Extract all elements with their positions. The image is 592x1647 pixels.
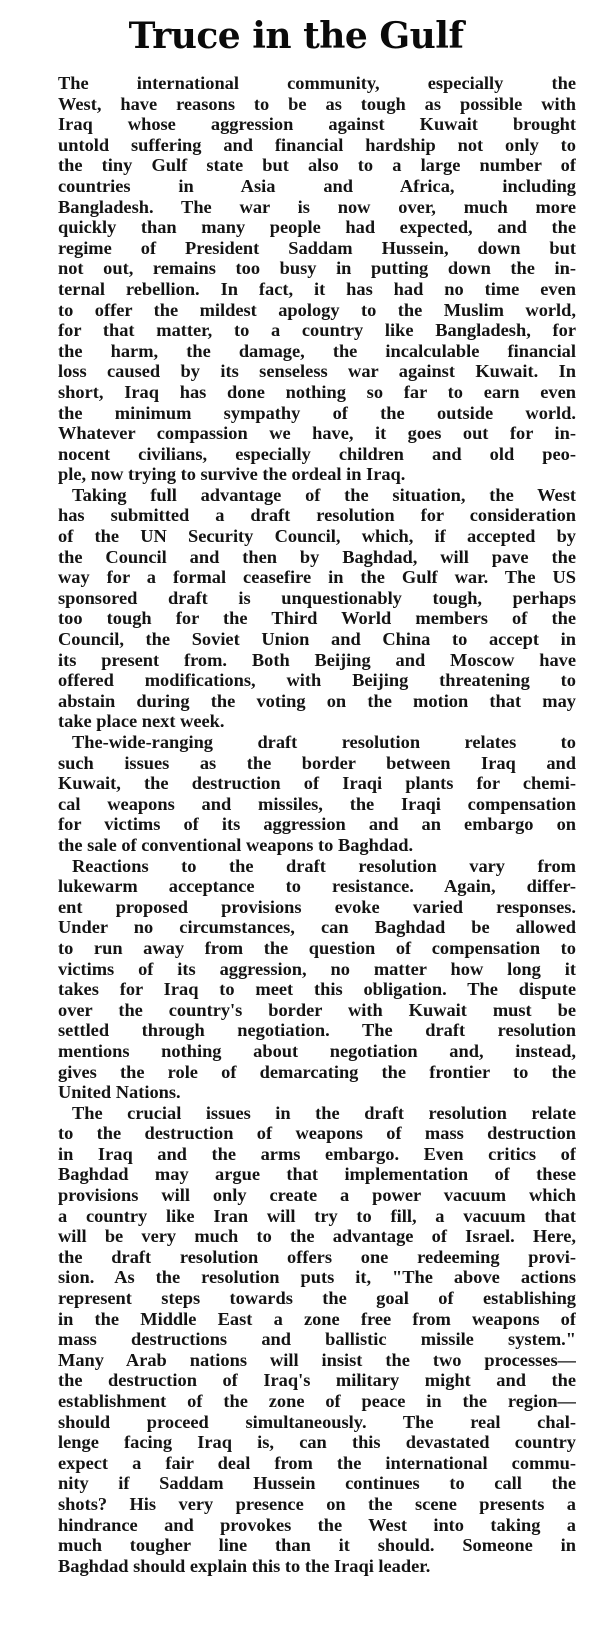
article-line: quickly than many people had expected, and the <box>58 217 576 238</box>
article-line: lenge facing Iraq is, can this devastated country <box>58 1432 576 1453</box>
article-line: the minimum sympathy of the outside world. <box>58 402 576 423</box>
article-line: cal weapons and missiles, the Iraqi compensation <box>58 793 576 814</box>
article-line: Many Arab nations will insist the two processes— <box>58 1349 576 1370</box>
article-line: its present from. Both Beijing and Moscow have <box>58 649 576 670</box>
article-line: ent proposed provisions evoke varied responses. <box>58 896 576 917</box>
article-line: the harm, the damage, the incalculable financial <box>58 340 576 361</box>
article-line: of the UN Security Council, which, if accepted by <box>58 526 576 547</box>
article-line: sponsored draft is unquestionably tough, perhaps <box>58 587 576 608</box>
article-line: to the destruction of weapons of mass destruction <box>58 1123 576 1144</box>
article-line: represent steps towards the goal of establishing <box>58 1288 576 1309</box>
article-line: expect a fair deal from the international commu- <box>58 1452 576 1473</box>
article-line: The international community, especially the <box>58 73 576 93</box>
article-line: to run away from the question of compensation to <box>58 937 576 958</box>
article-line: Bangladesh. The war is now over, much more <box>58 196 576 217</box>
article-paragraph <box>58 1103 576 1577</box>
headline: Truce in the Gulf <box>128 15 464 57</box>
article-line: provisions will only create a power vacuum which <box>58 1185 576 1206</box>
article-line: loss caused by its senseless war against Kuwait. In <box>58 361 576 382</box>
article-line: not out, remains too busy in putting down the in- <box>58 258 576 279</box>
article-line: the draft resolution offers one redeeming provi- <box>58 1246 576 1267</box>
article-line: Whatever compassion we have, it goes out for in- <box>58 423 576 444</box>
article-line: a country like Iran will try to fill, a vacuum that <box>58 1205 576 1226</box>
article-line: take place next week. <box>58 711 225 732</box>
article-line: Reactions to the draft resolution vary from <box>72 855 576 876</box>
article-line: abstain during the voting on the motion that may <box>58 690 576 711</box>
article-line: over the country's border with Kuwait must be <box>58 999 576 1020</box>
article-line: nocent civilians, especially children and old peo- <box>58 443 576 464</box>
article-line: gives the role of demarcating the frontier to the <box>58 1061 576 1082</box>
article-line: such issues as the border between Iraq and <box>58 752 576 773</box>
article-line: ple, now trying to survive the ordeal in Iraq. <box>58 464 406 485</box>
article-line: should proceed simultaneously. The real chal- <box>58 1411 576 1432</box>
article-line: settled through negotiation. The draft resolution <box>58 1020 576 1041</box>
article-line: in the Middle East a zone free from weapons of <box>58 1308 576 1329</box>
article-line: offered modifications, with Beijing threatening to <box>58 670 576 691</box>
article-line: will be very much to the advantage of Israel. Here, <box>58 1226 576 1247</box>
article-paragraph <box>58 732 576 856</box>
article-line: regime of President Saddam Hussein, down but <box>58 237 576 258</box>
article-line: in Iraq and the arms embargo. Even critics of <box>58 1143 576 1164</box>
article-line: for victims of its aggression and an embargo on <box>58 814 576 835</box>
article-line: for that matter, to a country like Bangladesh, for <box>58 320 576 341</box>
article-line: the destruction of Iraq's military might and the <box>58 1370 576 1391</box>
article-line: shots? His very presence on the scene presents a <box>58 1493 576 1514</box>
article-line: victims of its aggression, no matter how long it <box>58 958 576 979</box>
article-line: way for a formal ceasefire in the Gulf war. The US <box>58 567 576 588</box>
article-line: lukewarm acceptance to resistance. Again, differ- <box>58 876 576 897</box>
article-line: Taking full advantage of the situation, the West <box>72 484 576 505</box>
article-line: ternal rebellion. In fact, it has had no time even <box>58 278 576 299</box>
article-paragraph <box>58 485 576 732</box>
article-paragraph <box>58 73 576 485</box>
article-line: United Nations. <box>58 1082 181 1103</box>
article-line: takes for Iraq to meet this obligation. The dispute <box>58 979 576 1000</box>
article-line: establishment of the zone of peace in the region— <box>58 1391 576 1411</box>
article-line: untold suffering and financial hardship not only to <box>58 134 576 155</box>
article-line: mentions nothing about negotiation and, instead, <box>58 1040 576 1061</box>
article-line: the tiny Gulf state but also to a large number of <box>58 155 576 176</box>
article-line: Baghdad may argue that implementation of these <box>58 1164 576 1185</box>
article-line: the sale of conventional weapons to Baghdad. <box>58 834 414 855</box>
article-line: mass destructions and ballistic missile system." <box>58 1329 576 1350</box>
article-line: Council, the Soviet Union and China to accept in <box>58 629 576 650</box>
article-paragraph <box>58 856 576 1103</box>
article-line: hindrance and provokes the West into taking a <box>58 1514 576 1535</box>
article-line: The-wide-ranging draft resolution relates to <box>72 732 576 752</box>
article-line: Baghdad should explain this to the Iraqi leader. <box>58 1555 431 1576</box>
article-line: Under no circumstances, can Baghdad be allowed <box>58 917 576 938</box>
article-line: nity if Saddam Hussein continues to call the <box>58 1473 576 1494</box>
article-line: sion. As the resolution puts it, "The above actions <box>58 1267 576 1288</box>
article-line: The crucial issues in the draft resolution relate <box>72 1102 576 1123</box>
article-line: has submitted a draft resolution for consideration <box>58 505 576 526</box>
article-line: to offer the mildest apology to the Muslim world, <box>58 299 576 320</box>
article-body <box>58 73 576 1576</box>
article-line: West, have reasons to be as tough as possible with <box>58 93 576 114</box>
article-line: Iraq whose aggression against Kuwait brought <box>58 114 576 135</box>
article-line: Kuwait, the destruction of Iraqi plants for chemi- <box>58 773 576 794</box>
article-line: too tough for the Third World members of the <box>58 608 576 629</box>
article-line: countries in Asia and Africa, including <box>58 175 576 196</box>
article-line: short, Iraq has done nothing so far to earn even <box>58 381 576 402</box>
article-line: the Council and then by Baghdad, will pave the <box>58 546 576 567</box>
article-line: much tougher line than it should. Someone in <box>58 1535 576 1556</box>
